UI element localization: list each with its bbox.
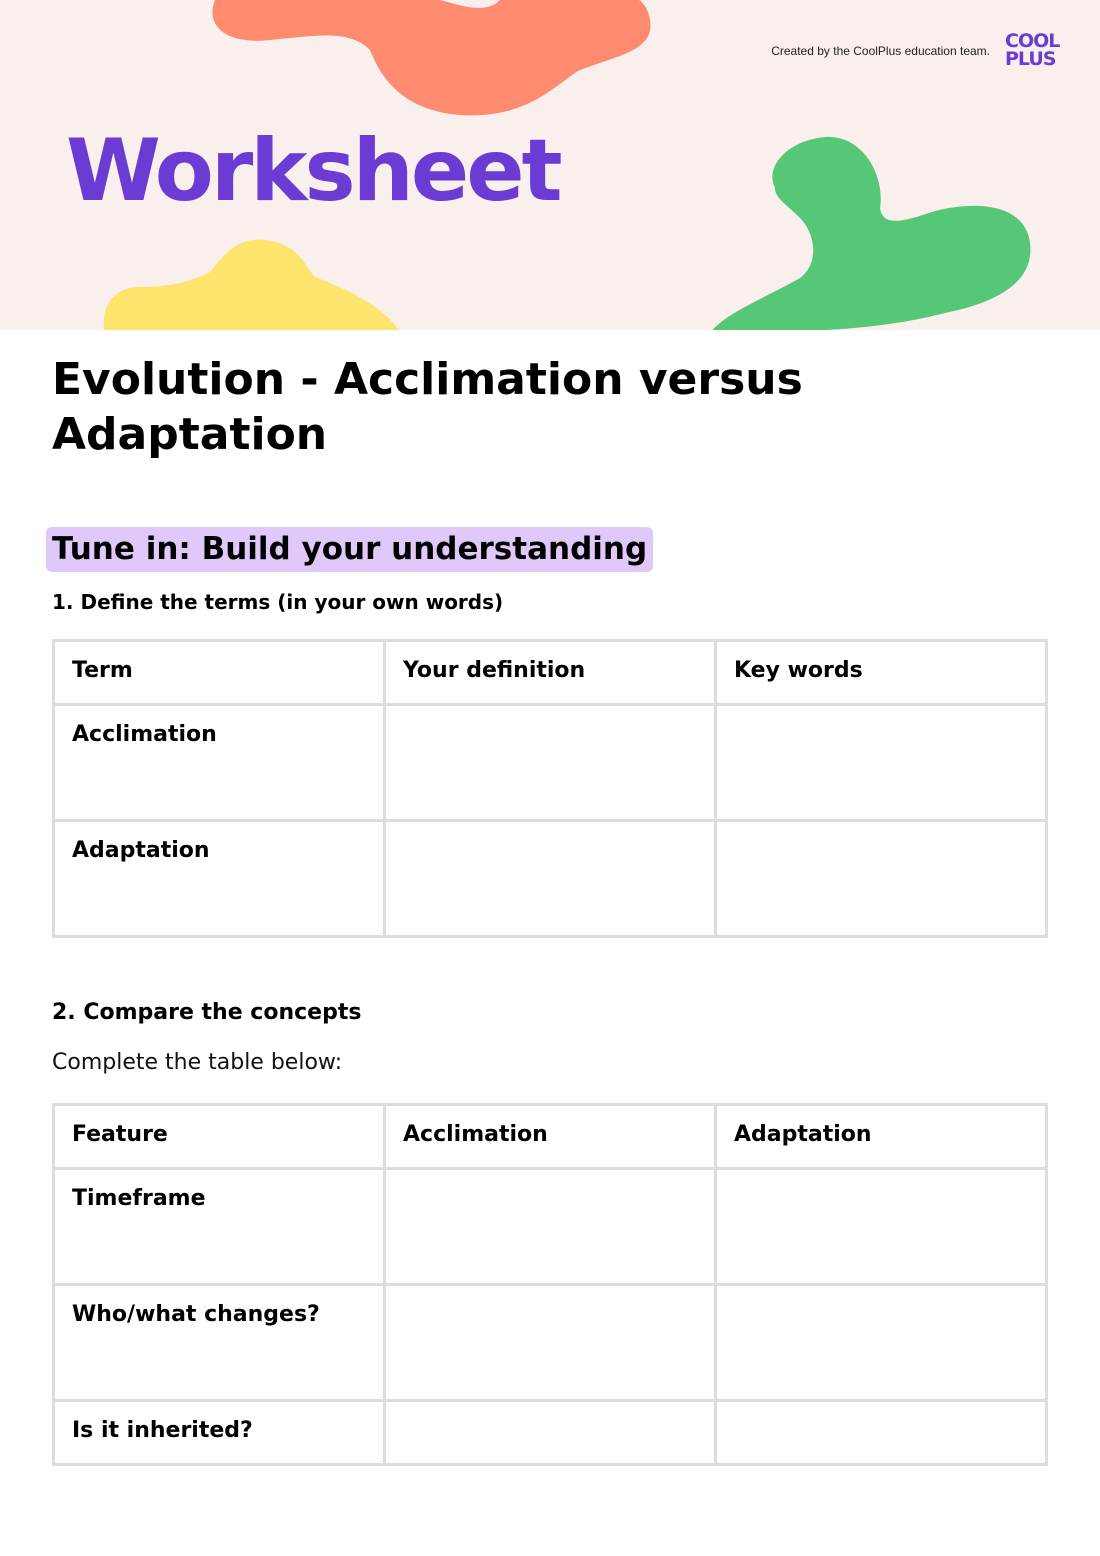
coolplus-logo xyxy=(1005,32,1069,68)
worksheet-title: Worksheet xyxy=(66,121,560,221)
table-header-row xyxy=(54,1105,1047,1169)
adaptation-answer-cell[interactable] xyxy=(716,1169,1047,1285)
page-title: Evolution - Acclimation versus Adaptation xyxy=(52,354,803,460)
credit-text: Created by the CoolPlus education team. xyxy=(771,44,990,58)
table-row xyxy=(54,1169,1047,1285)
adaptation-answer-cell[interactable] xyxy=(716,1285,1047,1401)
question-1-label: 1. Define the terms (in your own words) xyxy=(52,590,504,614)
header-cell-acclimation: Acclimation xyxy=(385,1105,716,1169)
table-row xyxy=(54,705,1047,821)
feature-cell: Timeframe xyxy=(54,1169,385,1285)
key-words-answer-cell[interactable] xyxy=(716,705,1047,821)
table-header-row xyxy=(54,641,1047,705)
logo-line-plus: PLUS xyxy=(1005,48,1056,70)
term-cell: Acclimation xyxy=(54,705,385,821)
section-heading: Tune in: Build your understanding xyxy=(46,527,653,572)
green-paint-blob xyxy=(705,133,1040,330)
header-cell-definition: Your definition xyxy=(385,641,716,705)
definition-answer-cell[interactable] xyxy=(385,821,716,937)
header-cell-key-words: Key words xyxy=(716,641,1047,705)
feature-cell: Is it inherited? xyxy=(54,1401,385,1465)
yellow-paint-blob xyxy=(100,232,410,330)
orange-paint-blob xyxy=(200,0,660,130)
acclimation-answer-cell[interactable] xyxy=(385,1169,716,1285)
table-row xyxy=(54,821,1047,937)
definitions-table xyxy=(52,639,1048,938)
adaptation-answer-cell[interactable] xyxy=(716,1401,1047,1465)
term-cell: Adaptation xyxy=(54,821,385,937)
key-words-answer-cell[interactable] xyxy=(716,821,1047,937)
table-row xyxy=(54,1285,1047,1401)
table-row xyxy=(54,1401,1047,1465)
feature-cell: Who/what changes? xyxy=(54,1285,385,1401)
header-cell-feature: Feature xyxy=(54,1105,385,1169)
definition-answer-cell[interactable] xyxy=(385,705,716,821)
question-2-label: 2. Compare the concepts xyxy=(52,1000,362,1025)
worksheet-header xyxy=(0,0,1100,330)
comparison-table xyxy=(52,1103,1048,1466)
question-2-instruction: Complete the table below: xyxy=(52,1050,343,1075)
header-cell-term: Term xyxy=(54,641,385,705)
acclimation-answer-cell[interactable] xyxy=(385,1285,716,1401)
logo-line-cool: COOL xyxy=(1005,30,1060,52)
header-cell-adaptation: Adaptation xyxy=(716,1105,1047,1169)
acclimation-answer-cell[interactable] xyxy=(385,1401,716,1465)
